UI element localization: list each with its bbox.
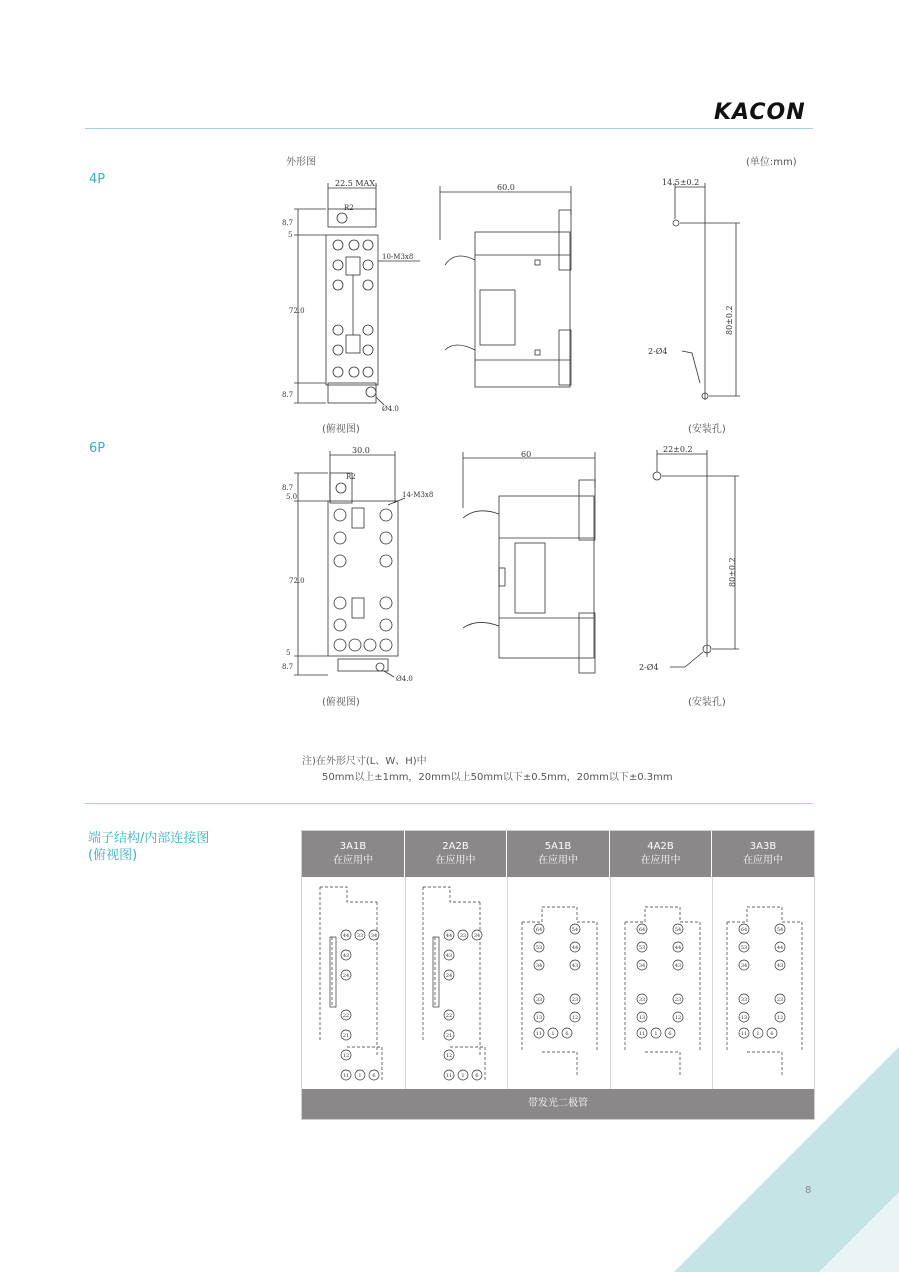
terminal-label: 12 — [445, 1053, 453, 1059]
terminal-label: 43 — [571, 963, 579, 969]
caption-top-view-4p: (俯视图) — [322, 424, 360, 435]
terminal-label: 33 — [535, 997, 543, 1003]
terminal-label: 21 — [342, 1033, 350, 1039]
dim-height-6p: 72.0 — [289, 577, 305, 585]
terminal-label: 43 — [342, 953, 350, 959]
terminal-label: 43 — [445, 953, 453, 959]
terminal-label: 34 — [473, 933, 481, 939]
kacon-logo: KACON — [714, 100, 806, 125]
caption-top-view-6p: (俯视图) — [322, 697, 360, 708]
terminal-label: 23 — [571, 997, 579, 1003]
header-divider — [85, 128, 813, 129]
dim-bottom-4p: 8.7 — [282, 391, 294, 399]
terminal-label: 54 — [571, 927, 579, 933]
screw-label-6p: 14-M3x8 — [402, 491, 434, 499]
table-header-4a2b — [610, 831, 712, 877]
terminal-label: 54 — [674, 927, 682, 933]
column-status: 在应用中 — [743, 855, 783, 866]
terminal-label: 12 — [571, 1015, 579, 1021]
terminal-label: 24 — [445, 973, 453, 979]
top-view-6p-drawing — [280, 443, 450, 688]
terminal-label: 1 — [756, 1031, 760, 1037]
terminal-label: 44 — [445, 933, 453, 939]
mount-height-4p: 80±0.2 — [725, 305, 734, 335]
terminal-label: 1 — [358, 1073, 362, 1079]
dim-width-6p: 30.0 — [352, 446, 370, 455]
table-header-3a1b — [302, 831, 405, 877]
table-header-3a3b — [712, 831, 814, 877]
terminal-label: 6 — [372, 1073, 376, 1079]
terminal-label: 34 — [535, 963, 543, 969]
diagram-6p — [522, 907, 597, 1077]
side-view-4p-drawing — [435, 180, 585, 395]
mount-holes-6p-drawing — [635, 442, 750, 682]
dim-width-4p: 22.5 MAX. — [335, 179, 378, 188]
terminal-label: 53 — [535, 945, 543, 951]
terminal-label: 6 — [475, 1073, 479, 1079]
terminal-label: 64 — [740, 927, 748, 933]
terminal-label: 24 — [342, 973, 350, 979]
terminal-label: 44 — [571, 945, 579, 951]
screw-label-4p: 10-M3x8 — [382, 253, 414, 261]
terminal-label: 12 — [674, 1015, 682, 1021]
column-status: 在应用中 — [435, 855, 476, 866]
terminal-label: 11 — [638, 1031, 646, 1037]
unit-label: (单位:mm) — [746, 157, 797, 168]
terminal-label: 23 — [674, 997, 682, 1003]
section-label-terminal: 端子结构/内部连接图 (俯视图) — [88, 831, 210, 863]
terminal-label: 12 — [342, 1053, 350, 1059]
dim-top1-6p: 8.7 — [282, 484, 294, 492]
terminal-label: 1 — [654, 1031, 658, 1037]
mount-holes-4p-drawing — [640, 175, 750, 410]
terminal-label: 21 — [445, 1033, 453, 1039]
column-code: 2A2B — [442, 841, 469, 852]
terminal-label: 13 — [535, 1015, 543, 1021]
terminal-label: 44 — [674, 945, 682, 951]
terminal-label: 33 — [356, 933, 364, 939]
mount-width-4p: 14.5±0.2 — [662, 178, 700, 187]
mount-hole-label-4p: 2-Ø4 — [648, 347, 668, 356]
diagram-4p — [423, 887, 485, 1082]
terminal-label: 11 — [740, 1031, 748, 1037]
dim-height-4p: 72.0 — [289, 307, 305, 315]
terminal-label: 34 — [370, 933, 378, 939]
diagram-4p — [320, 887, 382, 1082]
terminal-label: 54 — [776, 927, 784, 933]
terminal-label: 64 — [535, 927, 543, 933]
terminal-label: 53 — [740, 945, 748, 951]
table-header-2a2b — [405, 831, 507, 877]
terminal-label: 13 — [638, 1015, 646, 1021]
caption-mount-6p: (安装孔) — [688, 697, 726, 708]
corner-decoration — [669, 1042, 899, 1272]
section-label-6p: 6P — [89, 441, 106, 456]
terminal-label: 11 — [535, 1031, 543, 1037]
dim-top2-4p: 5 — [288, 231, 293, 239]
caption-mount-4p: (安装孔) — [688, 424, 726, 435]
column-status: 在应用中 — [538, 855, 578, 866]
table-header-5a1b — [507, 831, 610, 877]
column-code: 3A3B — [749, 841, 777, 852]
section-label-4p: 4P — [89, 172, 106, 187]
note-line-1: 注)在外形尺寸(L、W、H)中 — [302, 756, 427, 767]
outline-title: 外形图 — [286, 157, 316, 168]
terminal-label: 43 — [776, 963, 784, 969]
side-view-6p-drawing — [455, 448, 605, 683]
mount-hole-label-6p: 2-Ø4 — [639, 663, 659, 672]
terminal-label: 34 — [740, 963, 748, 969]
side-width-6p: 60 — [521, 450, 532, 459]
terminal-label: 33 — [638, 997, 646, 1003]
terminal-label: 44 — [342, 933, 350, 939]
terminal-label: 11 — [342, 1073, 350, 1079]
terminal-label: 43 — [674, 963, 682, 969]
column-code: 3A1B — [339, 841, 367, 852]
column-status: 在应用中 — [640, 855, 681, 866]
column-code: 5A1B — [544, 841, 572, 852]
terminal-label: 6 — [565, 1031, 569, 1037]
terminal-label: 6 — [668, 1031, 672, 1037]
terminal-label: 34 — [638, 963, 646, 969]
terminal-label: 13 — [740, 1015, 748, 1021]
dim-top2-6p: 5.0 — [286, 493, 298, 501]
terminal-label: 22 — [342, 1013, 350, 1019]
dim-bottom2-6p: 8.7 — [282, 663, 294, 671]
terminal-label: 33 — [740, 997, 748, 1003]
terminal-label: 22 — [445, 1013, 453, 1019]
terminal-label: 53 — [638, 945, 646, 951]
note-line-2: 50mm以上±1mm，20mm以上50mm以下±0.5mm，20mm以下±0.3mm — [322, 772, 673, 783]
terminal-label: 33 — [459, 933, 467, 939]
dim-r-4p: R2 — [344, 204, 354, 212]
hole-label-6p: Ø4.0 — [396, 675, 413, 683]
mount-width-6p: 22±0.2 — [663, 445, 693, 454]
column-code: 4A2B — [647, 841, 674, 852]
terminal-label: 11 — [445, 1073, 453, 1079]
terminal-label: 1 — [461, 1073, 465, 1079]
column-status: 在应用中 — [333, 855, 373, 866]
terminal-label: 23 — [776, 997, 784, 1003]
side-width-4p: 60.0 — [497, 183, 515, 192]
hole-label-4p: Ø4.0 — [382, 405, 399, 413]
table-footer-led: 带发光二极管 — [302, 1089, 814, 1119]
terminal-label: 1 — [551, 1031, 555, 1037]
dim-top1-4p: 8.7 — [282, 219, 294, 227]
top-view-4p-drawing — [280, 175, 440, 420]
page-number: 8 — [805, 1185, 812, 1196]
dim-bottom1-6p: 5 — [286, 649, 291, 657]
terminal-label: 44 — [776, 945, 784, 951]
dim-r-6p: R2 — [346, 473, 356, 481]
mount-height-6p: 80±0.2 — [728, 557, 737, 587]
terminal-label: 64 — [638, 927, 646, 933]
terminal-label: 6 — [770, 1031, 774, 1037]
terminal-label: 12 — [776, 1015, 784, 1021]
section-divider — [85, 803, 813, 804]
